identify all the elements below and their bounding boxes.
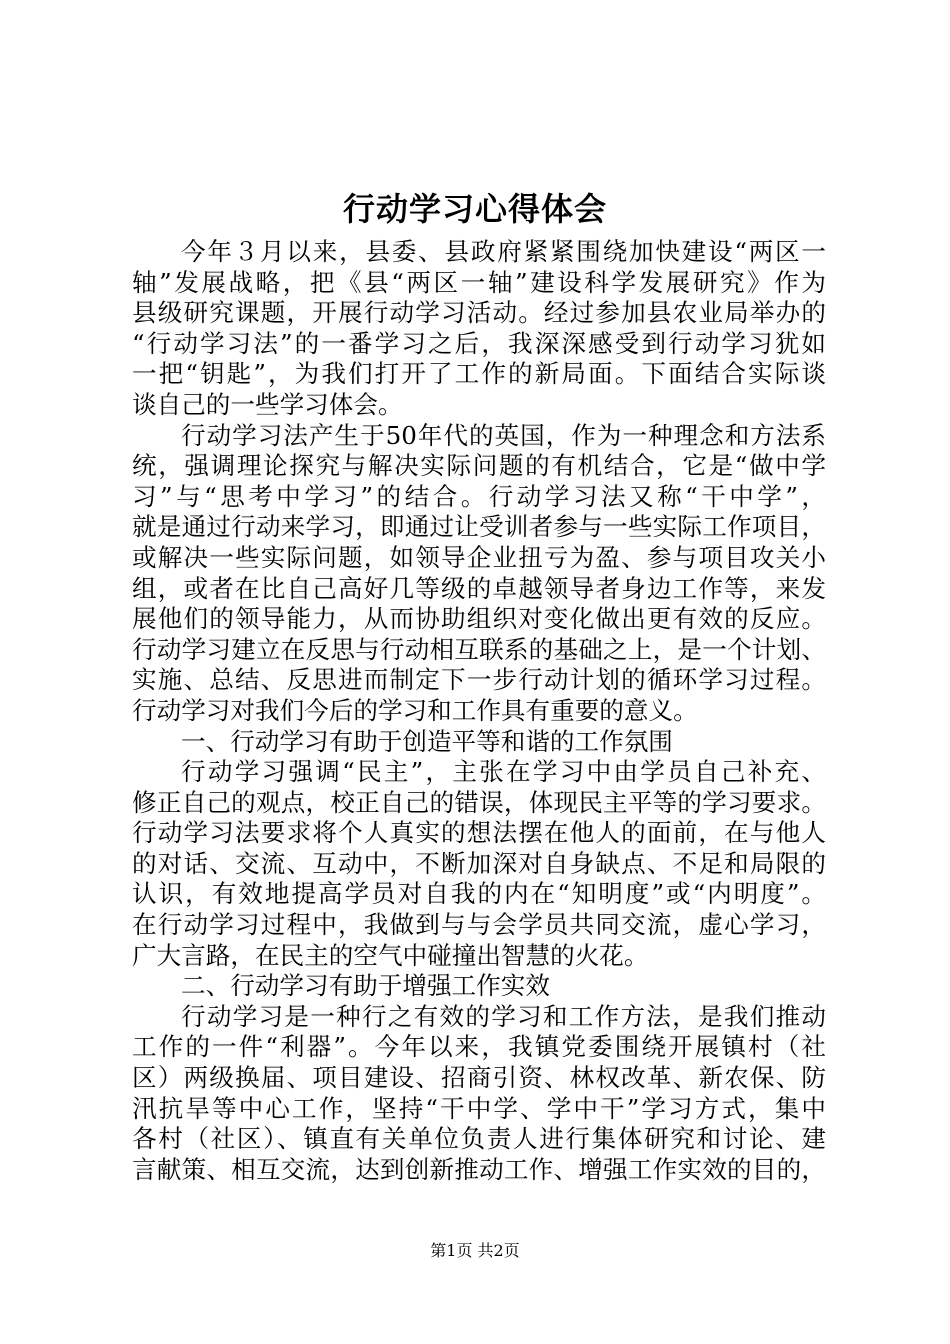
- page-footer: 第1页 共2页: [430, 1241, 520, 1260]
- paragraph: [132, 727, 826, 758]
- text-line: 组，或者在比自己高好几等级的卓越领导者身边工作等，来发: [132, 573, 826, 603]
- paragraph: [132, 971, 826, 1002]
- text-line: 行动学习对我们今后的学习和工作具有重要的意义。: [132, 695, 698, 725]
- page-title: 行动学习心得体会: [342, 190, 607, 228]
- text-line: 修正自己的观点，校正自己的错误，体现民主平等的学习要求。: [132, 787, 826, 817]
- text-line: 广大言路，在民主的空气中碰撞出智慧的火花。: [132, 940, 649, 970]
- text-line: 轴”发展战略，把《县“两区一轴”建设科学发展研究》作为: [132, 267, 826, 297]
- text-line: 实施、总结、反思进而制定下一步行动计划的循环学习过程。: [132, 665, 826, 695]
- text-line: 习”与“思考中学习”的结合。行动学习法又称“干中学”，: [132, 481, 826, 511]
- text-line: 言献策、相互交流，达到创新推动工作、增强工作实效的目的，: [132, 1154, 826, 1184]
- paragraph: [132, 421, 826, 727]
- text-line: 汛抗旱等中心工作，坚持“干中学、学中干”学习方式，集中: [132, 1093, 826, 1123]
- text-line: 行动学习强调“民主”，主张在学习中由学员自己补充、: [181, 757, 826, 787]
- text-line: 行动学习建立在反思与行动相互联系的基础之上，是一个计划、: [132, 634, 826, 664]
- text-line: 或解决一些实际问题，如领导企业扭亏为盈、参与项目攻关小: [132, 542, 826, 572]
- text-line: 工作的一件“利器”。今年以来，我镇党委围绕开展镇村（社: [132, 1032, 826, 1062]
- text-line: 县级研究课题，开展行动学习活动。经过参加县农业局举办的: [132, 298, 826, 328]
- text-line: 行动学习是一种行之有效的学习和工作方法，是我们推动: [181, 1001, 826, 1031]
- text-line: 的对话、交流、互动中，不断加深对自身缺点、不足和局限的: [132, 848, 826, 878]
- text-line: 展他们的领导能力，从而协助组织对变化做出更有效的反应。: [132, 604, 826, 634]
- text-line: 就是通过行动来学习，即通过让受训者参与一些实际工作项目，: [132, 512, 826, 542]
- text-line: 一把“钥匙”，为我们打开了工作的新局面。下面结合实际谈: [132, 359, 826, 389]
- text-line: “行动学习法”的一番学习之后，我深深感受到行动学习犹如: [132, 328, 826, 358]
- text-line: 二、行动学习有助于增强工作实效: [181, 971, 550, 1001]
- text-line: 统，强调理论探究与解决实际问题的有机结合，它是“做中学: [132, 451, 826, 481]
- text-line: 行动学习法要求将个人真实的想法摆在他人的面前，在与他人: [132, 818, 826, 848]
- text-line: 认识，有效地提高学员对自我的内在“知明度”或“内明度”。: [132, 879, 826, 909]
- paragraph: [132, 1002, 826, 1186]
- document-body: [132, 237, 826, 1185]
- text-line: 各村（社区）、镇直有关单位负责人进行集体研究和讨论、建: [132, 1124, 826, 1154]
- text-line: 在行动学习过程中，我做到与与会学员共同交流，虚心学习，: [132, 910, 826, 940]
- text-line: 区）两级换届、项目建设、招商引资、林权改革、新农保、防: [132, 1063, 826, 1093]
- paragraph: [132, 237, 826, 421]
- text-line: 一、行动学习有助于创造平等和谐的工作氛围: [181, 726, 673, 756]
- paragraph: [132, 757, 826, 971]
- text-line: 谈自己的一些学习体会。: [132, 389, 403, 419]
- text-line: 今年３月以来，县委、县政府紧紧围绕加快建设“两区一: [181, 237, 826, 266]
- text-line: 行动学习法产生于50年代的英国，作为一种理念和方法系: [181, 420, 826, 450]
